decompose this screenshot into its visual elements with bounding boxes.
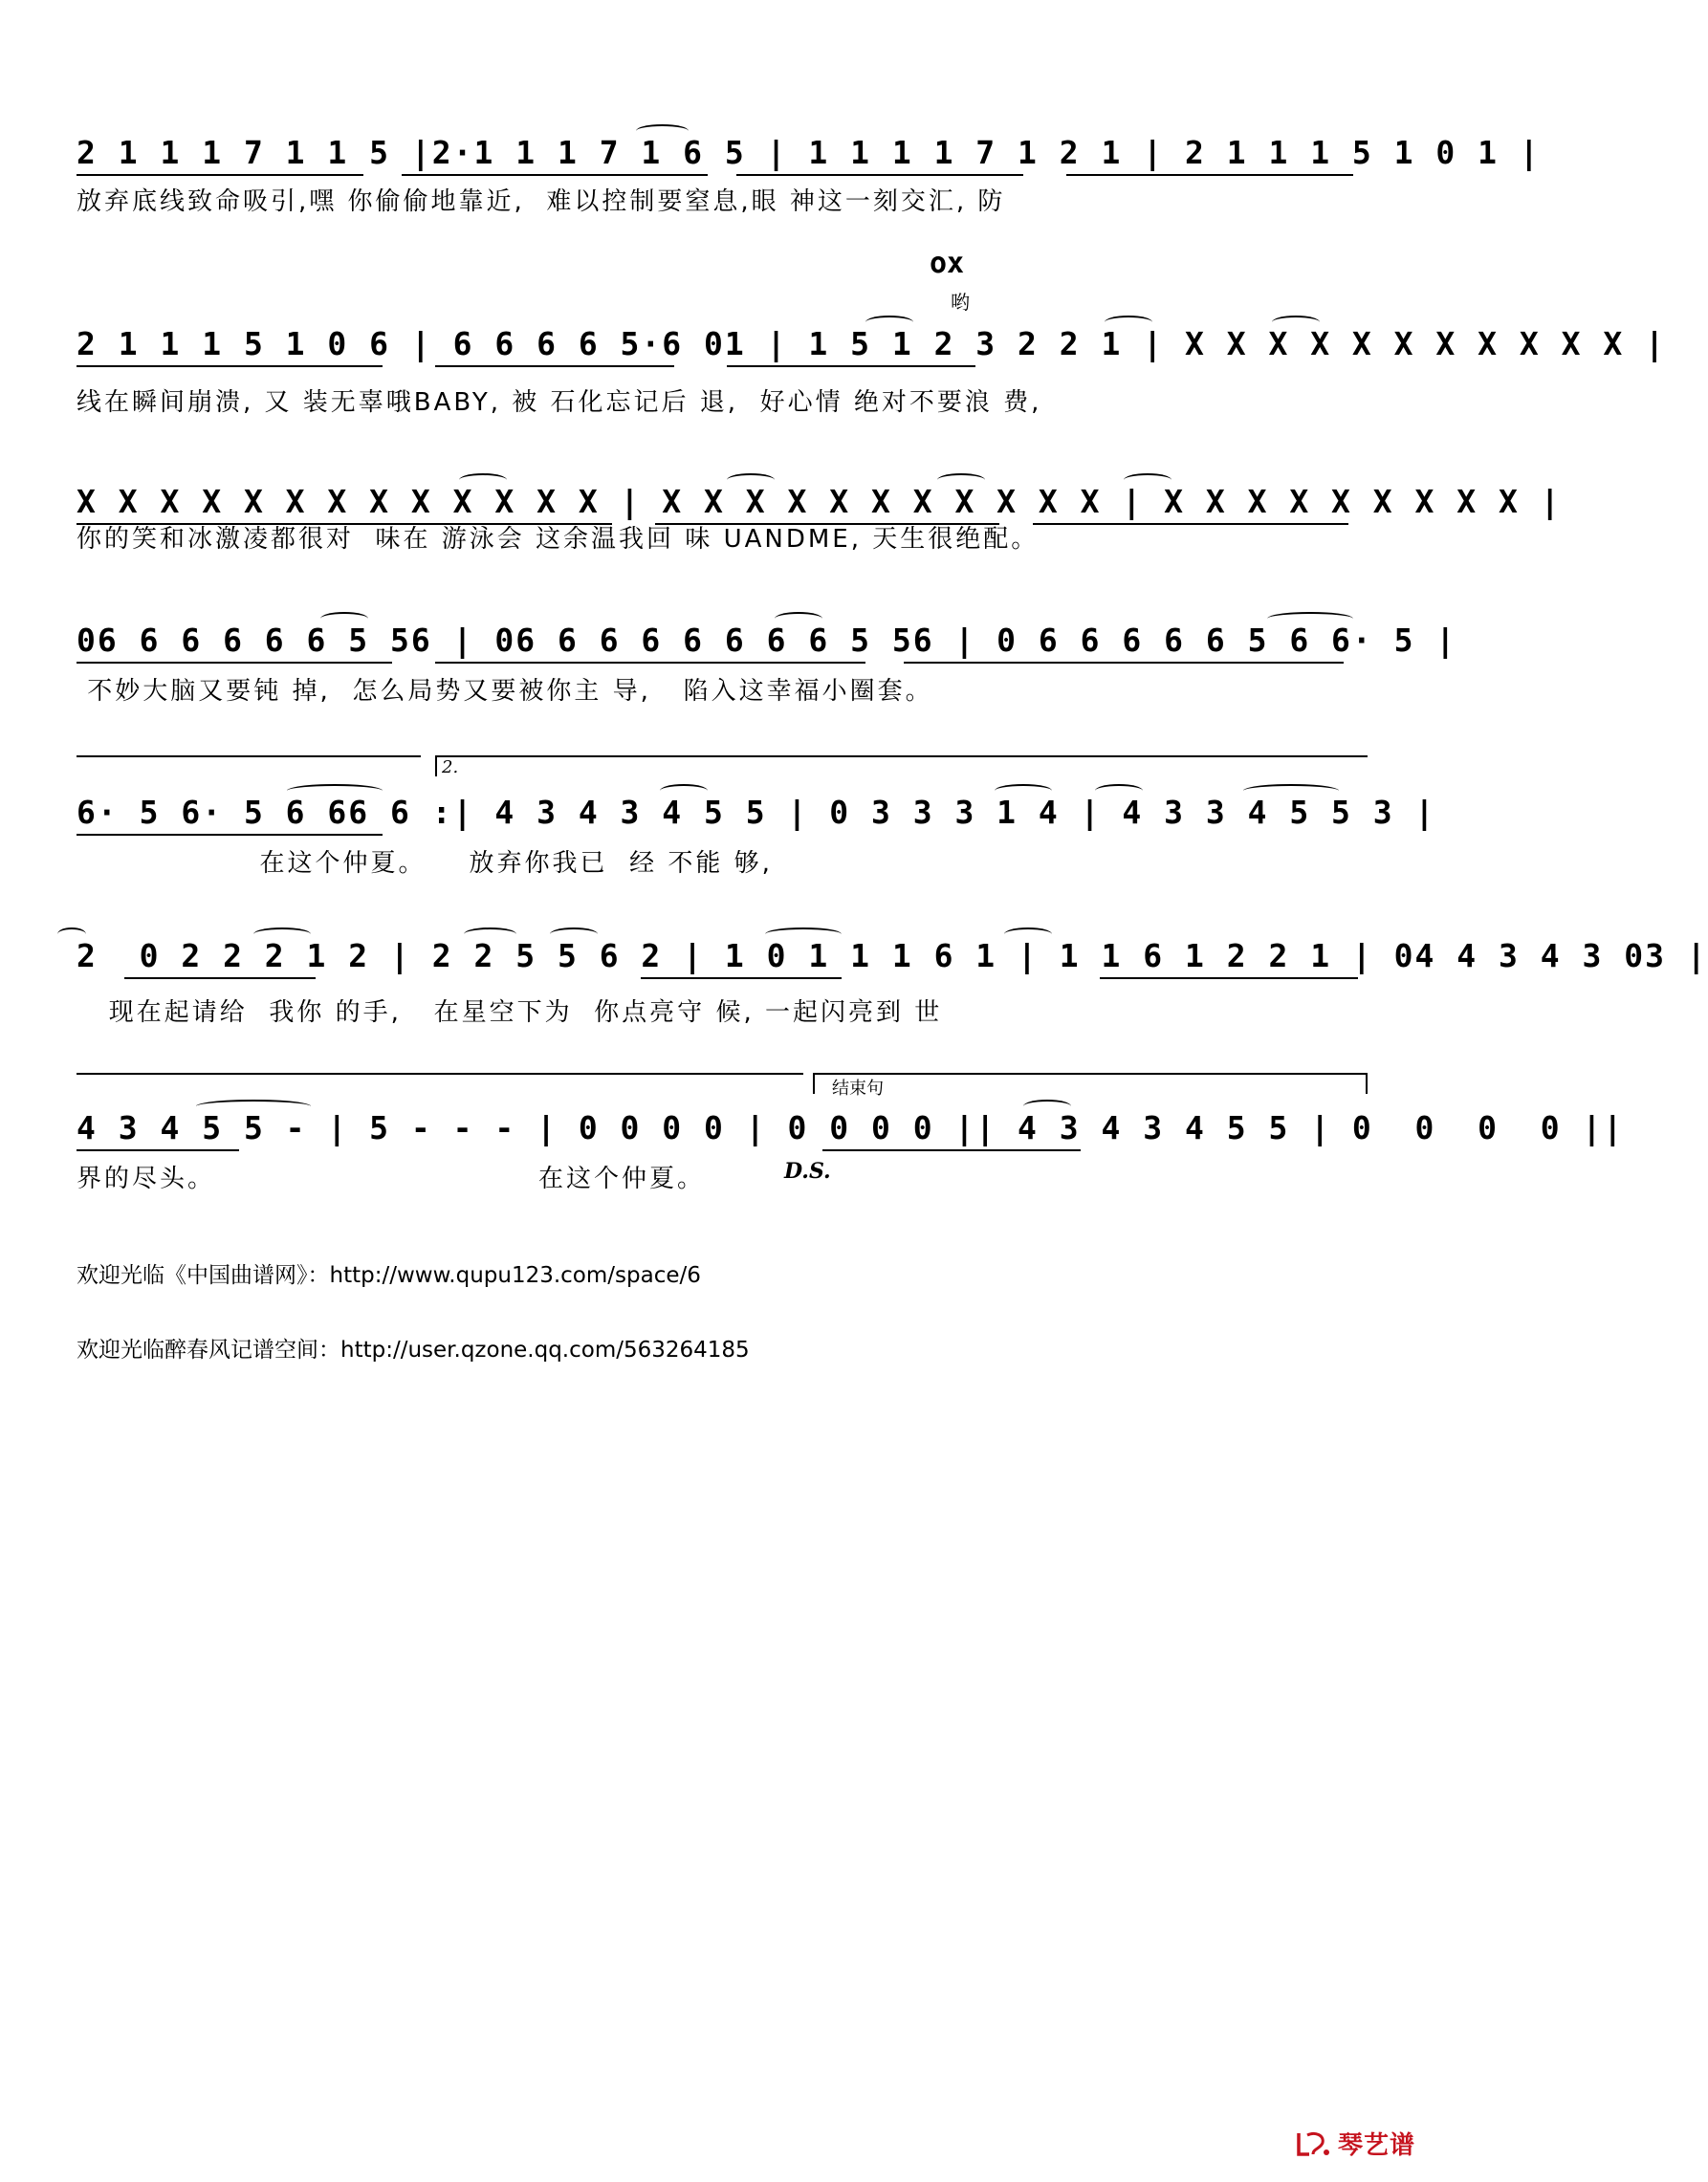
ending-tick <box>813 1073 815 1094</box>
notation-line-7: 4 3 4 5 5 - | 5 - - - | 0 0 0 0 | 0 0 0 0 || 4 3 4 3 4 5 5 | 0 0 0 0 || <box>77 1109 1625 1146</box>
underline-beam <box>736 174 1023 176</box>
lyrics-line-2: 线在瞬间崩溃, 又 装无辜哦BABY, 被 石化忘记后 退, 好心情 绝对不要浪 费, <box>77 388 1042 417</box>
underline-beam <box>77 365 383 367</box>
ox-mark: ox <box>930 247 965 280</box>
notation-line-1: 2 1 1 1 7 1 1 5 |2·1 1 1 7 1 6 5 | 1 1 1 1 7 1 2 1 | 2 1 1 1 5 1 0 1 | <box>77 134 1541 171</box>
slur <box>1243 784 1339 797</box>
ds-marking: D.S. <box>784 1159 831 1184</box>
slur <box>196 1100 311 1113</box>
slur <box>727 473 775 487</box>
lyrics-line-5: 在这个仲夏。 放弃你我已 经 不能 够, <box>77 849 773 878</box>
underline-beam <box>727 365 975 367</box>
underline-beam <box>77 834 383 836</box>
slur <box>550 927 598 941</box>
lyrics-line-3: 你的笑和冰激凌都很对 味在 游泳会 这余温我回 味 UANDME, 天生很绝配。 <box>77 525 1040 554</box>
footer-line-1: 欢迎光临《中国曲谱网》：http://www.qupu123.com/space/6 <box>77 1263 701 1288</box>
slur <box>636 124 689 138</box>
slur <box>253 927 311 941</box>
lyrics-line-7: 界的尽头。 在这个仲夏。 <box>77 1165 705 1193</box>
ending-tick <box>1366 1073 1368 1094</box>
ending-label: 结束句 <box>832 1079 884 1099</box>
notation-line-2: 2 1 1 1 5 1 0 6 | 6 6 6 6 5·6 01 | 1 5 1 2 3 2 2 1 | X X X X X X X X X X X | <box>77 325 1666 362</box>
slur <box>1267 612 1353 625</box>
slur <box>765 927 842 941</box>
underline-beam <box>1033 523 1348 525</box>
underline-beam <box>641 977 842 979</box>
slur <box>1023 1100 1071 1113</box>
notation-line-5: 6· 5 6· 5 6 66 6 :| 4 3 4 3 4 5 5 | 0 3 3 3 1 4 | 4 3 3 4 5 5 3 | <box>77 794 1436 831</box>
underline-beam <box>1066 174 1353 176</box>
repeat-bracket <box>77 755 421 757</box>
slur <box>459 473 507 487</box>
notation-line-4: 06 6 6 6 6 6 5 56 | 06 6 6 6 6 6 6 6 5 56 | 0 6 6 6 6 6 5 6 6· 5 | <box>77 622 1457 659</box>
slur <box>57 927 86 941</box>
underline-beam <box>1100 977 1358 979</box>
volta-bracket <box>435 755 1368 757</box>
underline-beam <box>402 174 708 176</box>
slur <box>937 473 985 487</box>
slur <box>1105 316 1152 329</box>
notation-line-3: X X X X X X X X X X X X X | X X X X X X X X X X X | X X X X X X X X X | <box>77 483 1562 520</box>
yo-mark: 哟 <box>951 291 970 314</box>
underline-beam <box>77 174 363 176</box>
underline-beam <box>124 977 316 979</box>
slur <box>1004 927 1052 941</box>
slur <box>464 927 516 941</box>
qinyipu-logo-icon <box>1296 2129 1332 2158</box>
volta-tick <box>435 755 437 776</box>
slur <box>287 784 383 797</box>
notation-line-6: 2 0 2 2 2 1 2 | 2 2 5 5 6 2 | 1 0 1 1 1 6 1 | 1 1 6 1 2 2 1 | 04 4 3 4 3 03 | <box>77 937 1708 974</box>
slur <box>1095 784 1143 797</box>
slur <box>995 784 1052 797</box>
logo-text: 琴艺谱 <box>1337 2131 1415 2160</box>
logo <box>1296 2126 1415 2161</box>
underline-beam <box>655 523 999 525</box>
lyrics-line-6: 现在起请给 我你 的手, 在星空下为 你点亮守 候, 一起闪亮到 世 <box>77 998 943 1027</box>
underline-beam <box>435 662 865 664</box>
ending-bracket <box>813 1073 1368 1075</box>
slur <box>660 784 708 797</box>
slur <box>865 316 913 329</box>
slur <box>1124 473 1172 487</box>
underline-beam <box>822 1149 1081 1151</box>
slur <box>320 612 368 625</box>
ds-bracket <box>77 1073 803 1075</box>
underline-beam <box>77 662 392 664</box>
underline-beam <box>77 1149 239 1151</box>
underline-beam <box>435 365 674 367</box>
slur <box>775 612 822 625</box>
slur <box>1272 316 1320 329</box>
lyrics-line-1: 放弃底线致命吸引,嘿 你偷偷地靠近, 难以控制要窒息,眼 神这一刻交汇, 防 <box>77 187 1006 216</box>
underline-beam <box>77 523 612 525</box>
underline-beam <box>904 662 1344 664</box>
footer-line-2: 欢迎光临醉春风记谱空间：http://user.qzone.qq.com/563264185 <box>77 1338 750 1363</box>
lyrics-line-4: 不妙大脑又要钝 掉, 怎么局势又要被你主 导, 陷入这幸福小圈套。 <box>77 677 933 706</box>
volta-2-label: 2. <box>442 757 459 777</box>
